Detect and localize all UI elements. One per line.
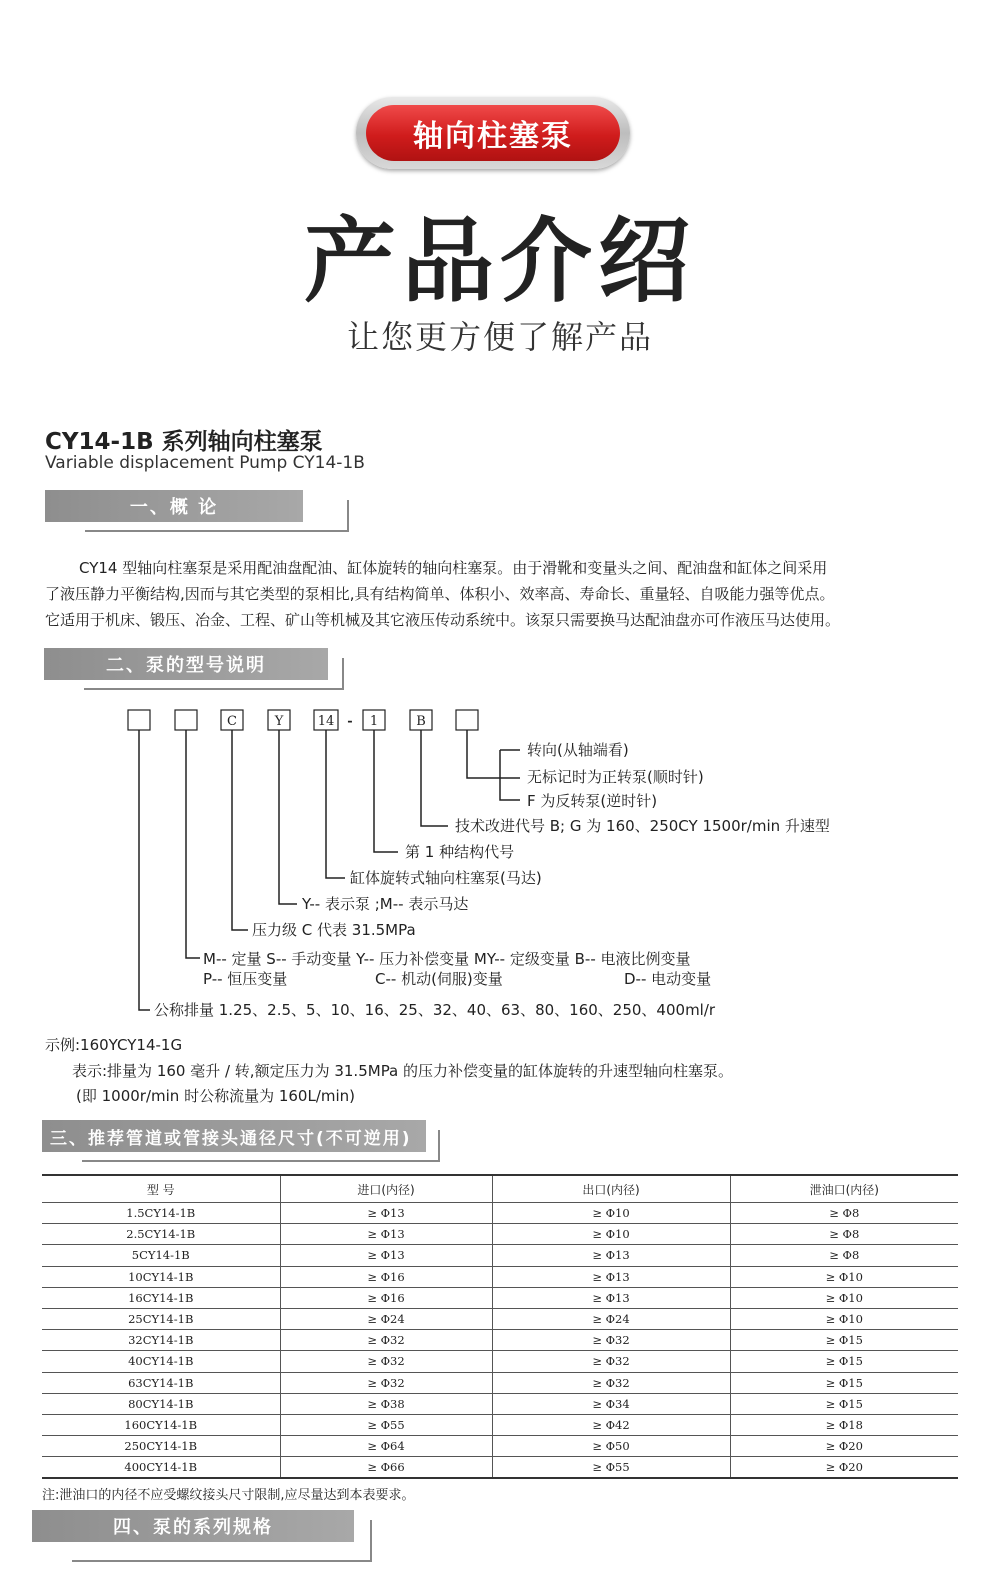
series-title: CY14-1B 系列轴向柱塞泵	[45, 429, 323, 455]
code-box-1	[128, 710, 150, 730]
cell-outlet: ≥ Φ13	[492, 1287, 730, 1308]
label-pressure-class: 压力级 C 代表 31.5MPa	[252, 921, 416, 939]
cell-outlet: ≥ Φ32	[492, 1351, 730, 1372]
cell-drain: ≥ Φ10	[730, 1308, 958, 1329]
code-box-text: 1	[369, 714, 379, 729]
table-row	[42, 1457, 958, 1479]
cell-inlet: ≥ Φ16	[280, 1287, 492, 1308]
cell-drain: ≥ Φ10	[730, 1266, 958, 1287]
category-badge	[356, 97, 630, 169]
cell-inlet: ≥ Φ32	[280, 1330, 492, 1351]
cell-model: 16CY14-1B	[42, 1287, 280, 1308]
cell-model: 1.5CY14-1B	[42, 1203, 280, 1224]
cell-drain: ≥ Φ15	[730, 1393, 958, 1414]
series-subtitle-en: Variable displacement Pump CY14-1B	[45, 453, 365, 473]
cell-inlet: ≥ Φ55	[280, 1414, 492, 1435]
table-row	[42, 1436, 958, 1457]
code-box-text: 14	[317, 714, 335, 729]
cell-drain: ≥ Φ15	[730, 1330, 958, 1351]
model-code-diagram	[0, 700, 1000, 1030]
table-header-row	[42, 1175, 958, 1203]
label-structure-code: 第 1 种结构代号	[405, 843, 515, 861]
cell-outlet: ≥ Φ13	[492, 1245, 730, 1266]
cell-inlet: ≥ Φ32	[280, 1372, 492, 1393]
cell-drain: ≥ Φ8	[730, 1224, 958, 1245]
cell-drain: ≥ Φ20	[730, 1436, 958, 1457]
cell-inlet: ≥ Φ66	[280, 1457, 492, 1479]
cell-inlet: ≥ Φ64	[280, 1436, 492, 1457]
cell-model: 63CY14-1B	[42, 1372, 280, 1393]
cell-outlet: ≥ Φ13	[492, 1266, 730, 1287]
cell-outlet: ≥ Φ32	[492, 1330, 730, 1351]
table-row	[42, 1351, 958, 1372]
section-header-model	[44, 648, 350, 680]
cell-inlet: ≥ Φ38	[280, 1393, 492, 1414]
cell-model: 10CY14-1B	[42, 1266, 280, 1287]
label-tech-code: 技术改进代号 B; G 为 160、250CY 1500r/min 升速型	[455, 817, 830, 835]
table-row	[42, 1203, 958, 1224]
overview-line-2: 了液压静力平衡结构,因而与其它类型的泵相比,具有结构简单、体积小、效率高、寿命长、重量轻、自吸能力强等优点。	[45, 585, 835, 603]
column-header-model: 型 号	[42, 1175, 280, 1203]
cell-outlet: ≥ Φ42	[492, 1414, 730, 1435]
label-constant-pressure: P-- 恒压变量	[203, 970, 288, 988]
table-row	[42, 1330, 958, 1351]
cell-drain: ≥ Φ20	[730, 1457, 958, 1479]
code-dash: -	[347, 714, 353, 729]
table-row	[42, 1266, 958, 1287]
cell-inlet: ≥ Φ13	[280, 1224, 492, 1245]
code-box-text: B	[416, 714, 426, 729]
label-pump-motor: Y-- 表示泵 ;M-- 表示马达	[302, 895, 469, 913]
cell-drain: ≥ Φ18	[730, 1414, 958, 1435]
label-rotation: 转向(从轴端看)	[527, 741, 629, 759]
label-cylinder-type: 缸体旋转式轴向柱塞泵(马达)	[350, 869, 542, 887]
label-rotation-reverse: F 为反转泵(逆时针)	[527, 792, 658, 810]
cell-model: 32CY14-1B	[42, 1330, 280, 1351]
label-displacement: 公称排量 1.25、2.5、5、10、16、25、32、40、63、80、160、250、400ml/r	[154, 1001, 716, 1019]
cell-model: 400CY14-1B	[42, 1457, 280, 1479]
cell-model: 25CY14-1B	[42, 1308, 280, 1329]
cell-drain: ≥ Φ15	[730, 1372, 958, 1393]
label-rotation-default: 无标记时为正转泵(顺时针)	[527, 768, 704, 786]
label-variable-types: M-- 定量 S-- 手动变量 Y-- 压力补偿变量 MY-- 定级变量 B-- 电液比例变量	[203, 950, 691, 968]
cell-model: 250CY14-1B	[42, 1436, 280, 1457]
page-title: 产品介绍	[303, 208, 696, 315]
example-model: 示例:160YCY14-1G	[45, 1036, 183, 1054]
code-box-text: Y	[274, 714, 284, 729]
cell-outlet: ≥ Φ50	[492, 1436, 730, 1457]
cell-drain: ≥ Φ10	[730, 1287, 958, 1308]
code-box-8	[456, 710, 478, 730]
cell-outlet: ≥ Φ24	[492, 1308, 730, 1329]
code-box-text: C	[227, 714, 237, 729]
cell-drain: ≥ Φ15	[730, 1351, 958, 1372]
table-row	[42, 1245, 958, 1266]
table-row	[42, 1372, 958, 1393]
cell-outlet: ≥ Φ10	[492, 1224, 730, 1245]
label-electric: D-- 电动变量	[624, 970, 712, 988]
cell-inlet: ≥ Φ13	[280, 1203, 492, 1224]
section-header-label: 二、泵的型号说明	[44, 648, 328, 680]
table-row	[42, 1393, 958, 1414]
cell-model: 160CY14-1B	[42, 1414, 280, 1435]
label-mechanical: C-- 机动(伺服)变量	[375, 970, 503, 988]
table-row	[42, 1308, 958, 1329]
cell-model: 5CY14-1B	[42, 1245, 280, 1266]
cell-outlet: ≥ Φ55	[492, 1457, 730, 1479]
column-header-inlet: 进口(内径)	[280, 1175, 492, 1203]
cell-drain: ≥ Φ8	[730, 1203, 958, 1224]
section-header-label: 三、推荐管道或管接头通径尺寸(不可逆用)	[42, 1120, 426, 1152]
cell-model: 40CY14-1B	[42, 1351, 280, 1372]
section-header-label: 一、概 论	[45, 490, 303, 522]
cell-drain: ≥ Φ8	[730, 1245, 958, 1266]
table-row	[42, 1224, 958, 1245]
category-badge-label: 轴向柱塞泵	[366, 105, 620, 161]
section-header-label: 四、泵的系列规格	[32, 1510, 354, 1542]
section-header-overview	[45, 490, 355, 522]
cell-model: 80CY14-1B	[42, 1393, 280, 1414]
cell-inlet: ≥ Φ32	[280, 1351, 492, 1372]
cell-model: 2.5CY14-1B	[42, 1224, 280, 1245]
cell-inlet: ≥ Φ24	[280, 1308, 492, 1329]
cell-outlet: ≥ Φ10	[492, 1203, 730, 1224]
example-meaning: 表示:排量为 160 毫升 / 转,额定压力为 31.5MPa 的压力补偿变量的缸体旋转的升速型轴向柱塞泵。	[72, 1062, 734, 1080]
cell-inlet: ≥ Φ13	[280, 1245, 492, 1266]
section-header-series-spec	[32, 1510, 372, 1542]
example-flow: (即 1000r/min 时公称流量为 160L/min)	[76, 1087, 356, 1105]
table-note: 注:泄油口的内径不应受螺纹接头尺寸限制,应尽量达到本表要求。	[42, 1488, 415, 1503]
page-subtitle: 让您更方便了解产品	[346, 318, 653, 356]
pipe-size-table	[42, 1174, 958, 1479]
section-header-pipe-size	[42, 1120, 442, 1152]
code-box-2	[175, 710, 197, 730]
column-header-drain: 泄油口(内径)	[730, 1175, 958, 1203]
column-header-outlet: 出口(内径)	[492, 1175, 730, 1203]
overview-line-1: CY14 型轴向柱塞泵是采用配油盘配油、缸体旋转的轴向柱塞泵。由于滑靴和变量头之间、配油盘和缸体之间采用	[79, 559, 828, 577]
cell-outlet: ≥ Φ32	[492, 1372, 730, 1393]
table-row	[42, 1287, 958, 1308]
cell-outlet: ≥ Φ34	[492, 1393, 730, 1414]
cell-inlet: ≥ Φ16	[280, 1266, 492, 1287]
table-row	[42, 1414, 958, 1435]
overview-line-3: 它适用于机床、锻压、冶金、工程、矿山等机械及其它液压传动系统中。该泵只需要换马达配油盘亦可作液压马达使用。	[45, 611, 841, 629]
